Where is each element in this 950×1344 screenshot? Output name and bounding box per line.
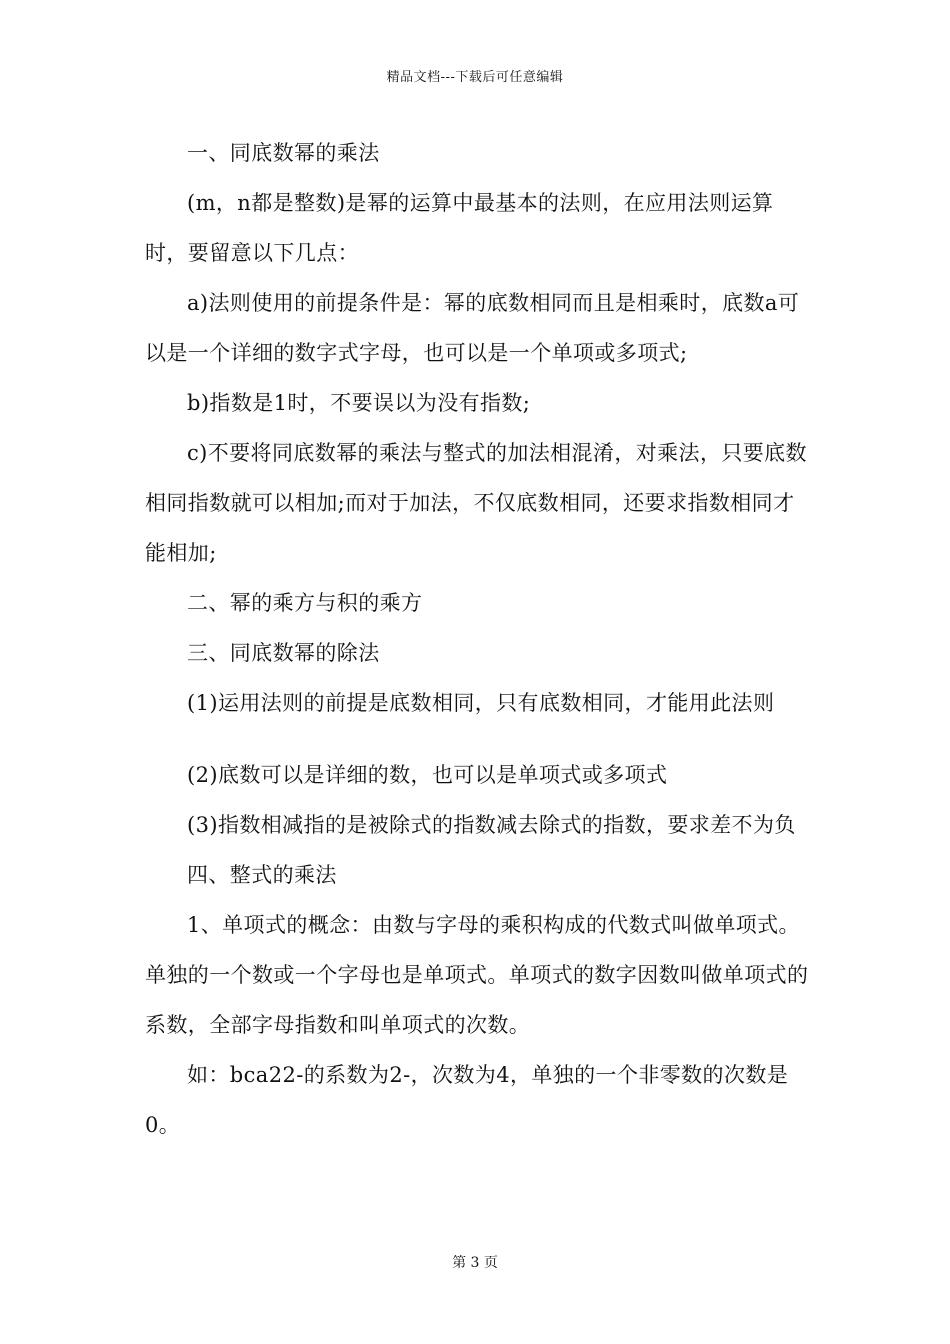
heading-section-4: 四、整式的乘法: [187, 863, 337, 887]
paragraph-rule-2: (2)底数可以是详细的数，也可以是单项式或多项式: [187, 763, 668, 787]
paragraph-monomial-concept: 1、单项式的概念：由数与字母的乘积构成的代数式叫做单项式。单独的一个数或一个字母也是单项式。单项式的数字因数叫做单项式的系数，全部字母指数和叫单项式的次数。: [145, 913, 809, 1037]
paragraph-intro: (m，n都是整数)是幂的运算中最基本的法则，在应用法则运算时，要留意以下几点：: [145, 191, 774, 265]
paragraph-point-b: b)指数是1时，不要误以为没有指数;: [187, 391, 531, 415]
page-header: 精品文档---下载后可任意编辑: [386, 70, 564, 85]
paragraph-point-c: c)不要将同底数幂的乘法与整式的加法相混淆，对乘法，只要底数相同指数就可以相加;而对于加法，不仅底数相同，还要求指数相同才能相加;: [145, 441, 807, 565]
document-body: [145, 128, 810, 1150]
heading-section-3: 三、同底数幂的除法: [187, 641, 380, 665]
paragraph-rule-3: (3)指数相减指的是被除式的指数减去除式的指数，要求差不为负: [187, 813, 796, 837]
paragraph-example: 如：bca22-的系数为2-，次数为4，单独的一个非零数的次数是0。: [145, 1063, 789, 1137]
heading-section-2: 二、幂的乘方与积的乘方: [187, 591, 423, 615]
page-number: 第 3 页: [452, 1255, 498, 1271]
paragraph-point-a: a)法则使用的前提条件是：幂的底数相同而且是相乘时，底数a可以是一个详细的数字式字母，也可以是一个单项或多项式;: [145, 291, 800, 365]
heading-section-1: 一、同底数幂的乘法: [187, 141, 380, 165]
paragraph-rule-1: (1)运用法则的前提是底数相同，只有底数相同，才能用此法则: [187, 691, 775, 715]
